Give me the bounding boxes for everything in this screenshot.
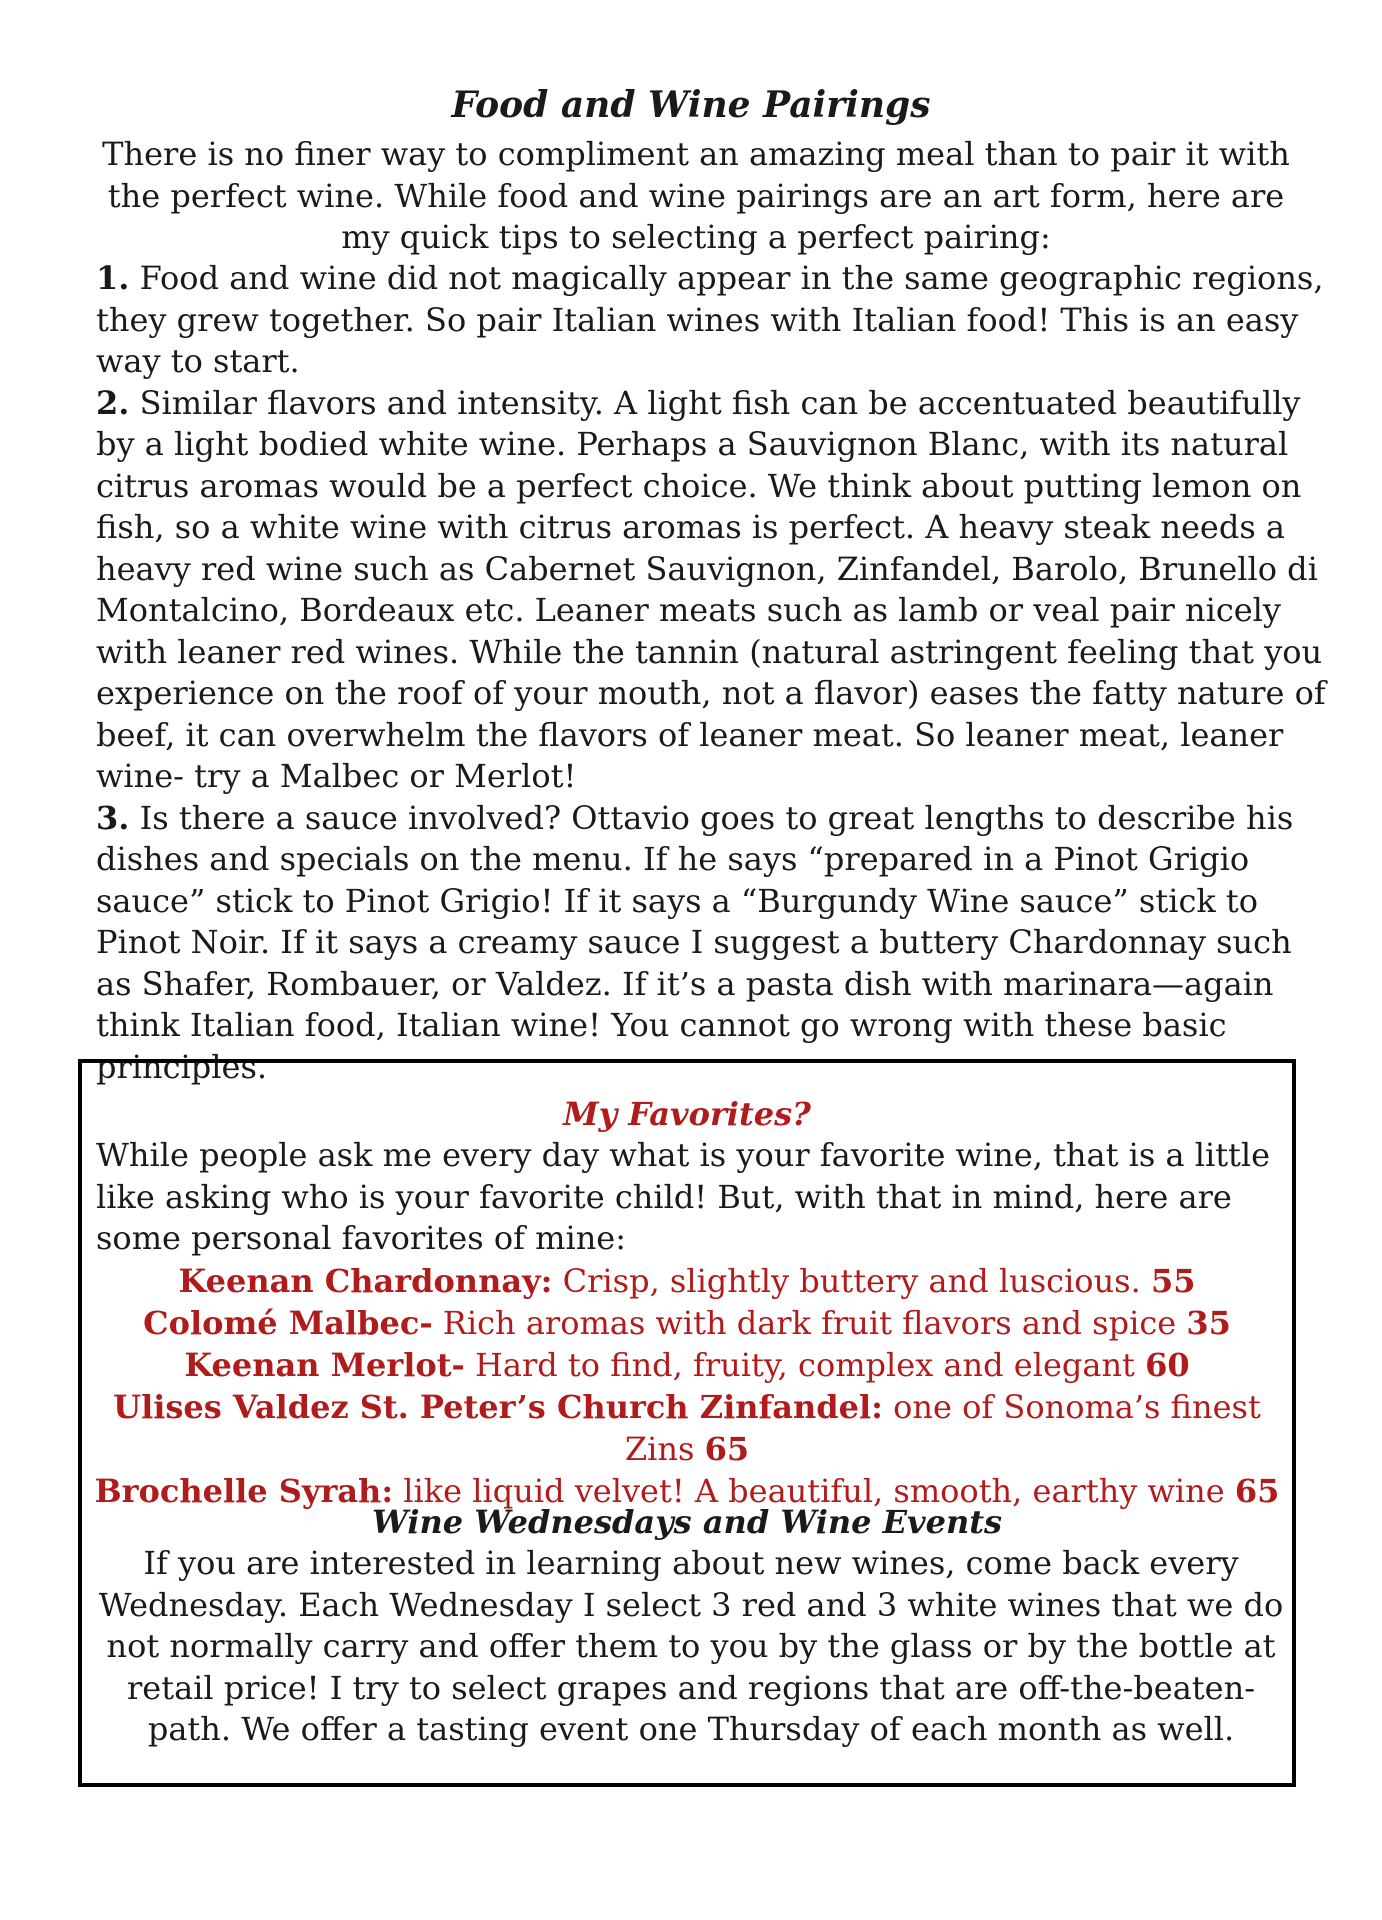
favorites-box — [78, 1059, 1296, 1787]
wine-description: like liquid velvet! A beautiful, smooth, earthy wine — [393, 1472, 1235, 1510]
wine-price: 65 — [1234, 1472, 1280, 1510]
page-title: Food and Wine Pairings — [451, 84, 931, 126]
wine-description: Rich aromas with dark fruit flavors and spice — [432, 1304, 1187, 1342]
tip-number: 3. — [96, 798, 130, 837]
pairing-tips — [96, 258, 1326, 1088]
events-title: Wine Wednesdays and Wine Events — [371, 1503, 1003, 1541]
wine-price: 65 — [704, 1430, 750, 1468]
wine-price: 60 — [1145, 1346, 1190, 1384]
tip-text: Similar flavors and intensity. A light fish can be accentuated beautifully by a light bodied white wine. Perhaps a Sauvignon Blanc, with its natural citrus aromas would be a perfect choice. We think about putting lemon on fish, so a white wine with citrus aromas is perfect. A heavy steak needs a heavy red wine such as Cabernet Sauvignon, Zinfandel, Barolo, Brunello di Montalcino, Bordeaux etc. Leaner meats such as lamb or veal pair nicely with leaner red wines. While the tannin (natural astringent feeling that you experience on the roof of your mouth, not a flavor) eases the fatty nature of beef, it can overwhelm the flavors of leaner meat. So leaner meat, leaner wine- try a Malbec or Merlot! — [96, 383, 1326, 795]
wine-name: Keenan Merlot- — [184, 1346, 465, 1384]
favorite-wine-item — [82, 1386, 1292, 1470]
tip-text: Food and wine did not magically appear in the same geographic regions, they grew together. So pair Italian wines with Italian food! This is an easy way to start. — [96, 259, 1324, 380]
favorite-wine-item — [82, 1302, 1292, 1344]
wine-description: one of Sonoma’s finest Zins — [624, 1388, 1261, 1468]
intro-paragraph: There is no finer way to compliment an amazing meal than to pair it with the perfect wine. While food and wine pairings are an art form, here are my quick tips to selecting a perfect pairing: — [102, 135, 1290, 256]
wine-name: Brochelle Syrah: — [94, 1472, 394, 1510]
wine-price: 35 — [1186, 1304, 1231, 1342]
tip-number: 2. — [96, 383, 130, 422]
favorites-list — [82, 1260, 1292, 1512]
events-body: If you are interested in learning about new wines, come back every Wednesday. Each Wednesday I select 3 red and 3 white wines that we do not normally carry and offer them to you by the glass or by the bottle at retail price! I try to select grapes and regions that are off-the-beaten-path. We offer a tasting event one Thursday of each month as well. — [98, 1544, 1284, 1748]
tip-2 — [96, 383, 1326, 798]
tip-text: Is there a sauce involved? Ottavio goes to great lengths to describe his dishes and specials on the menu. If he says “prepared in a Pinot Grigio sauce” stick to Pinot Grigio! If it says a “Burgundy Wine sauce” stick to Pinot Noir. If it says a creamy sauce I suggest a buttery Chardonnay such as Shafer, Rombauer, or Valdez. If it’s a pasta dish with marinara—again think Italian food, Italian wine! You cannot go wrong with these basic principles. — [96, 798, 1294, 1086]
tip-1 — [96, 258, 1326, 383]
favorites-intro: While people ask me every day what is your favorite wine, that is a little like asking who is your favorite child! But, with that in mind, here are some personal favorites of mine: — [96, 1136, 1271, 1257]
favorite-wine-item — [82, 1344, 1292, 1386]
tip-3 — [96, 798, 1326, 1089]
wine-price: 55 — [1150, 1262, 1196, 1300]
wine-name: Ulises Valdez St. Peter’s Church Zinfandel: — [113, 1388, 883, 1426]
favorite-wine-item — [82, 1260, 1292, 1302]
favorites-title: My Favorites? — [563, 1095, 811, 1133]
wine-name: Keenan Chardonnay: — [178, 1262, 553, 1300]
tip-number: 1. — [96, 259, 130, 297]
wine-description: Crisp, slightly buttery and luscious. — [552, 1262, 1151, 1300]
wine-description: Hard to find, fruity, complex and elegant — [464, 1346, 1146, 1384]
wine-name: Colomé Malbec- — [143, 1304, 433, 1342]
